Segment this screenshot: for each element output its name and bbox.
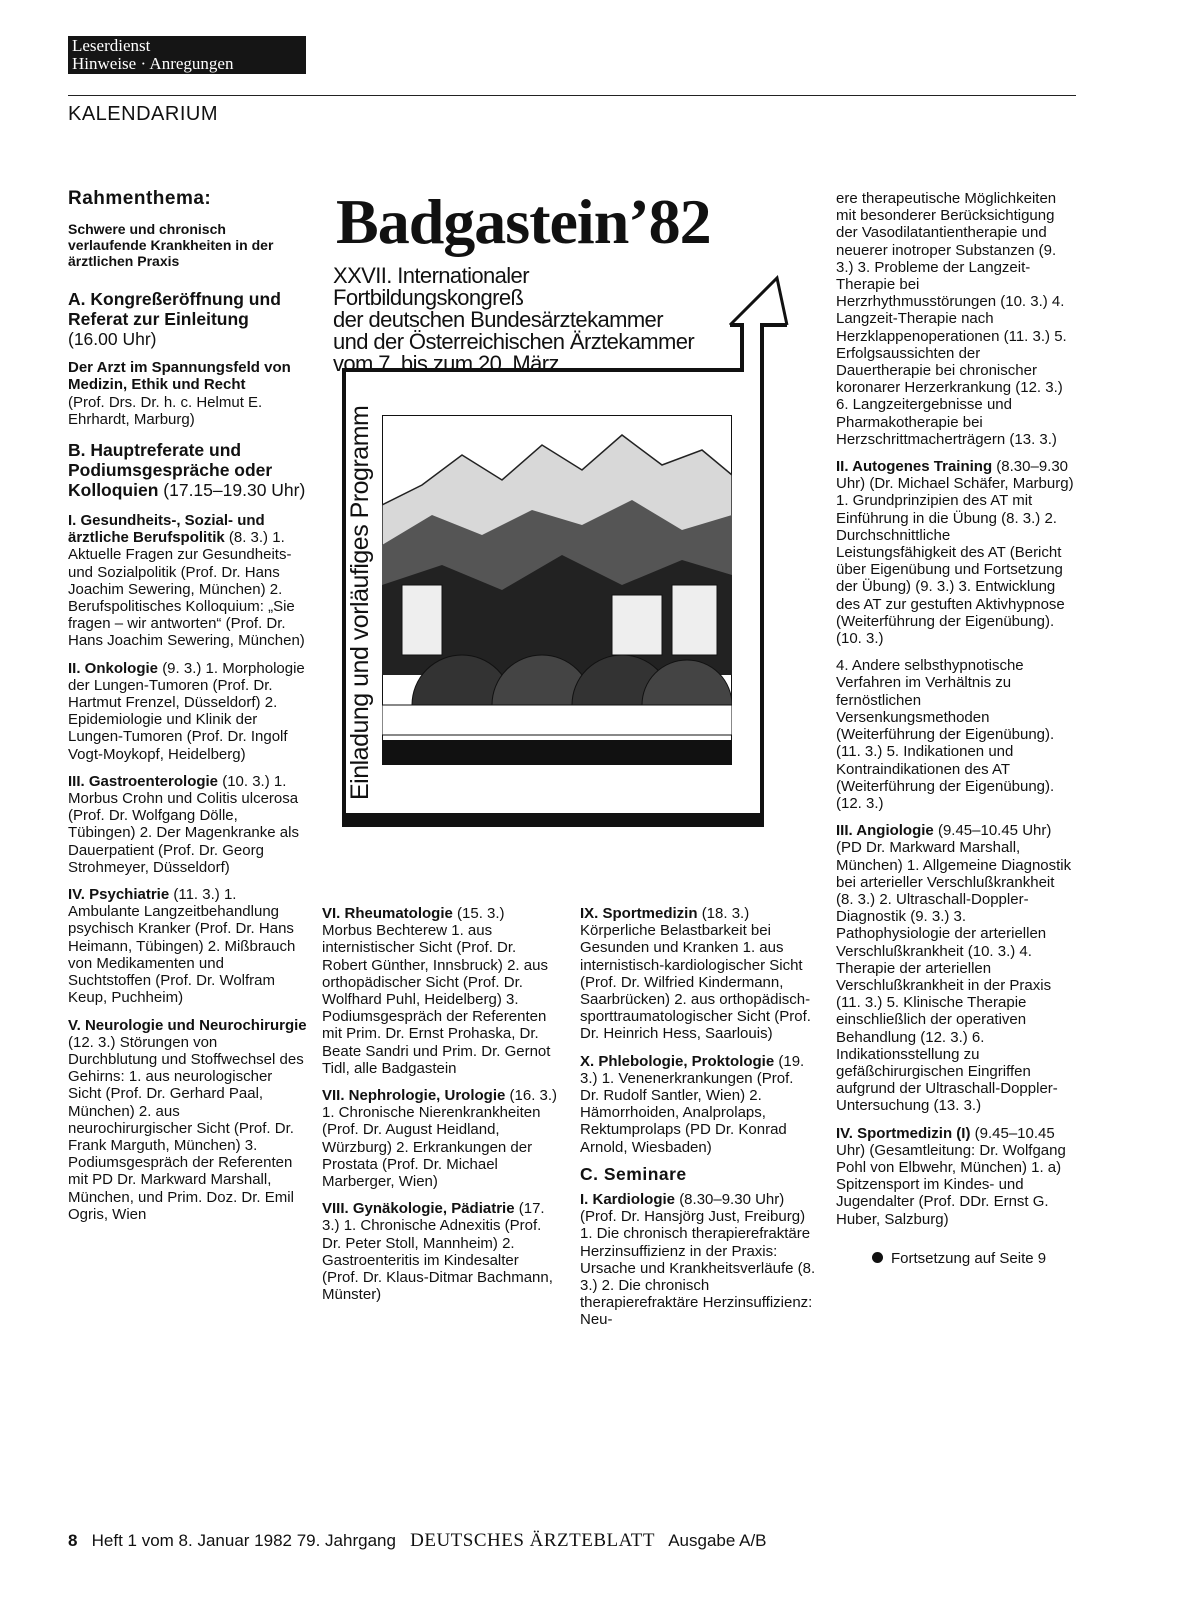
fortsetzung-text: Fortsetzung auf Seite 9 (891, 1249, 1047, 1267)
s10-date: (19. 3.) (580, 1052, 805, 1087)
s9-date: (18. 3.) (701, 905, 750, 922)
badge-line1: Leserdienst (72, 36, 151, 55)
header-rule (68, 95, 1076, 96)
s10-title: X. Phlebologie, Proktologie (580, 1052, 775, 1070)
s6-title: VI. Rheumatologie (322, 905, 453, 922)
kardio-body: (Prof. Dr. Hansjörg Just, Freiburg) 1. Die chronisch therapierefraktäre Herzinsuffizienz in der Praxis: Ursache und Krankheitsverläufe (8. 3.) 2. Die chronisch therapierefraktäre Herzinsuffizienz: Neu- (580, 1208, 816, 1329)
poster-title: Badgastein’82 (336, 186, 711, 257)
poster-sub-line2: der deutschen Bundesärztekammer (333, 307, 663, 332)
journal-name: DEUTSCHES ÄRZTEBLATT (410, 1530, 655, 1551)
at-body: (8.30–9.30 Uhr) (Dr. Michael Schäfer, Marburg) 1. Grundprinzipien des AT mit Einführung in die Übung (8. 3.) 2. Durchschnittliche Leistungsfähigkeit des AT (Bericht über Eigenübung und Fortsetzung der Übung) (9. 3.) 3. Entwicklung des AT zur gestuften Aktivhypnose (Weiterführung der Eigenübung). (10. 3.) (836, 458, 1074, 648)
s2-body: 1. Morphologie der Lungen-Tumoren (Prof. Dr. Hartmut Frenzel, Düsseldorf) 2. Epidemiologie und Klinik der Lungen-Tumoren (Prof. Dr. Ingolf Vogt-Moykopf, Heidelberg) (68, 659, 305, 763)
s10-body: 1. Venenerkrankungen (Prof. Dr. Rudolf Santler, Wien) 2. Hämorrhoiden, Analprolaps, Rektumprolaps (PD Dr. Konrad Arnold, Wiesbaden) (580, 1069, 794, 1156)
fortsetzung-note (836, 1250, 1074, 1267)
s4-date: (11. 3.) (173, 886, 220, 904)
an-body: (PD Dr. Markward Marshall, München) 1. Allgemeine Diagnostik bei arterieller Verschlußkrankheit (8. 3.) 2. Ultraschall-Doppler-Diagnostik (9. 3.) 3. Pathophysiologie der arteriellen Verschlußkrankheit (10. 3.) 4. Therapie der arteriellen Verschlußkrankheit in der Praxis (11. 3.) 5. Klinische Therapie einschließlich der operativen Behandlung (12. 3.) 6. Indikationsstellung zu gefäßchirurgischen Eingriffen aufgrund der Ultraschall-Doppler-Untersuchung (13. 3.) (836, 839, 1072, 1115)
sp-body: (9.45–10.45 Uhr) (Gesamtleitung: Dr. Wolfgang Pohl von Elbwehr, München) 1. a) Spitzensport im Kindes- und Jugendalter (Prof. DDr. Ernst G. Huber, Salzburg) (836, 1124, 1066, 1228)
poster-vertical-text: Einladung und vorläufiges Programm (346, 405, 374, 800)
poster-sub-line1: XXVII. Internationaler Fortbildungskongreß (333, 263, 529, 310)
section-b-title-text: B. Hauptreferate und Podiumsgespräche oder Kolloquien (68, 440, 273, 501)
s8-date: (17. 3.) (322, 1200, 545, 1235)
section-a-time: (16.00 Uhr) (68, 329, 157, 350)
an-title: III. Angiologie (836, 822, 934, 840)
section-b-title (68, 440, 307, 500)
poster-sub-line4: vom 7. bis zum 20. März (333, 351, 559, 376)
landscape-illustration (382, 415, 732, 765)
s4-title: IV. Psychiatrie (68, 886, 170, 904)
poster-sub-line3: und der Österreichischen Ärztekammer (333, 329, 695, 354)
an-time: (9.45–10.45 Uhr) (937, 822, 1052, 840)
s3-body: 1. Morbus Crohn und Colitis ulcerosa (Prof. Dr. Wolfgang Dölle, Tübingen) 2. Der Magenkranke als Dauerpatient (Prof. Dr. Georg Strohmeyer, Düsseldorf) (68, 772, 299, 876)
s9-body: Körperliche Belastbarkeit bei Gesunden und Kranken 1. aus internistisch-kardiologischer Sicht (Prof. Dr. Wilfried Kindermann, Saarbrücken) 2. aus orthopädisch-sporttraumatologischer Sicht (Prof. Dr. Heinrich Hess, Saarlouis) (580, 922, 811, 1043)
s6-body: Morbus Bechterew 1. aus internistischer Sicht (Prof. Dr. Robert Günther, Innsbruck) 2. aus orthopädischer Sicht (Prof. Dr. Wolfhard Puhl, Heidelberg) 3. Podiumsgespräch der Referenten mit Prim. Dr. Ernst Prohaska, Dr. Beate Sandri und Prim. Dr. Gernot Tidl, alle Badgastein (322, 922, 551, 1077)
kardio-time: (8.30–9.30 Uhr) (679, 1191, 785, 1209)
s5-date: (12. 3.) (68, 1033, 116, 1051)
page-number: 8 (68, 1531, 78, 1550)
kardio-continuation: ere therapeutische Möglichkeiten mit besonderer Berücksichtigung der Vasodilatantientherapie und neuerer inotroper Substanzen (9. 3.) 3. Probleme der Langzeit-Therapie bei Herzrhythmusstörungen (10. 3.) 4. Langzeit-Therapie nach Herzklappenoperationen (11. 3.) 5. Erfolgsaussichten der Dauertherapie bei chronischer koronarer Herzerkrankung (12. 3.) 6. Langzeitergebnisse und Pharmakotherapie bei Herzschrittmacherträgern (13. 3.) (836, 190, 1067, 448)
section-a-speaker: (Prof. Drs. Dr. h. c. Helmut E. Ehrhardt, Marburg) (68, 393, 263, 428)
seminare-title: C. Seminare (580, 1163, 687, 1184)
kardio-title: I. Kardiologie (580, 1191, 676, 1209)
s3-title: III. Gastroenterologie (68, 772, 219, 790)
s1-title: I. Gesundheits-, Sozial- und ärztliche Berufspolitik (68, 512, 265, 547)
sp-title: IV. Sportmedizin (I) (836, 1124, 971, 1142)
s5-body: Störungen von Durchblutung und Stoffwechsel des Gehirns: 1. aus neurologischer Sicht (Prof. Dr. Gerhard Paal, München) 2. aus neurochirurgischer Sicht (Prof. Dr. Frank Marguth, München) 3. Podiumsgespräch der Referenten mit PD Dr. Markward Marshall, München, und Prim. Doz. Dr. Emil Ogris, Wien (68, 1033, 304, 1223)
s2-title: II. Onkologie (68, 659, 159, 677)
section-a-talk: Der Arzt im Spannungsfeld von Medizin, Ethik und Recht (68, 359, 291, 394)
s7-date: (16. 3.) (509, 1087, 558, 1105)
s4-body: 1. Ambulante Langzeitbehandlung psychisch Kranker (Prof. Dr. Hans Heimann, Tübingen) 2. Mißbrauch von Medikamenten und Suchtstoffen (Prof. Dr. Wolfram Keup, Puchheim) (68, 886, 296, 1007)
at-title: II. Autogenes Training (836, 458, 993, 476)
bullet-icon (872, 1252, 883, 1263)
s7-title: VII. Nephrologie, Urologie (322, 1087, 506, 1105)
right-column (836, 190, 1074, 1267)
rahmen-label: Rahmenthema: (68, 188, 212, 209)
badge-line2: Hinweise · Anregungen (72, 54, 234, 73)
section-b-time: (17.15–19.30 Uhr) (163, 480, 306, 501)
s9-title: IX. Sportmedizin (580, 905, 698, 922)
leserdienst-badge (68, 36, 306, 74)
s5-title: V. Neurologie und Neurochirurgie (68, 1016, 307, 1034)
mid-column-2 (580, 905, 816, 1339)
footer (68, 1530, 1068, 1552)
s8-body: 1. Chronische Adnexitis (Prof. Dr. Peter Stoll, Mannheim) 2. Gastroenteritis im Kindesalter (Prof. Dr. Klaus-Ditmar Bachmann, Münster) (322, 1217, 553, 1304)
section-title: KALENDARIUM (68, 103, 218, 125)
mid-column-1 (322, 905, 558, 1313)
issue-info: Heft 1 vom 8. Januar 1982 79. Jahrgang (91, 1531, 396, 1550)
rahmen-text: Schwere und chronisch verlaufende Krankheiten in der ärztlichen Praxis (68, 221, 274, 270)
s7-body: 1. Chronische Nierenkrankheiten (Prof. Dr. August Heidland, Würzburg) 2. Erkrankungen der Prostata (Prof. Dr. Michael Marberger, Wien) (322, 1104, 541, 1191)
s3-date: (10. 3.) (222, 772, 270, 790)
s1-body: 1. Aktuelle Fragen zur Gesundheits- und Sozialpolitik (Prof. Dr. Hans Joachim Sewering, München) 2. Berufspolitisches Kolloquium: „Sie fragen – wir antworten“ (Prof. Dr. Hans Joachim Sewering, München) (68, 529, 305, 650)
section-a-title: A. Kongreßeröffnung und Referat zur Einleitung (68, 289, 281, 330)
edition: Ausgabe A/B (668, 1531, 767, 1550)
at-body-2: 4. Andere selbsthypnotische Verfahren im Verhältnis zu fernöstlichen Versenkungsmethoden (Weiterführung der Eigenübung). (11. 3.) 5. Indikationen und Kontraindikationen des AT (Weiterführung der Eigenübung). (12. 3.) (836, 657, 1055, 812)
s8-title: VIII. Gynäkologie, Pädiatrie (322, 1200, 515, 1218)
left-column (68, 190, 307, 1233)
s1-date: (8. 3.) (228, 529, 269, 547)
s2-date: (9. 3.) (162, 659, 202, 677)
s6-date: (15. 3.) (457, 905, 505, 922)
poster (322, 185, 812, 845)
